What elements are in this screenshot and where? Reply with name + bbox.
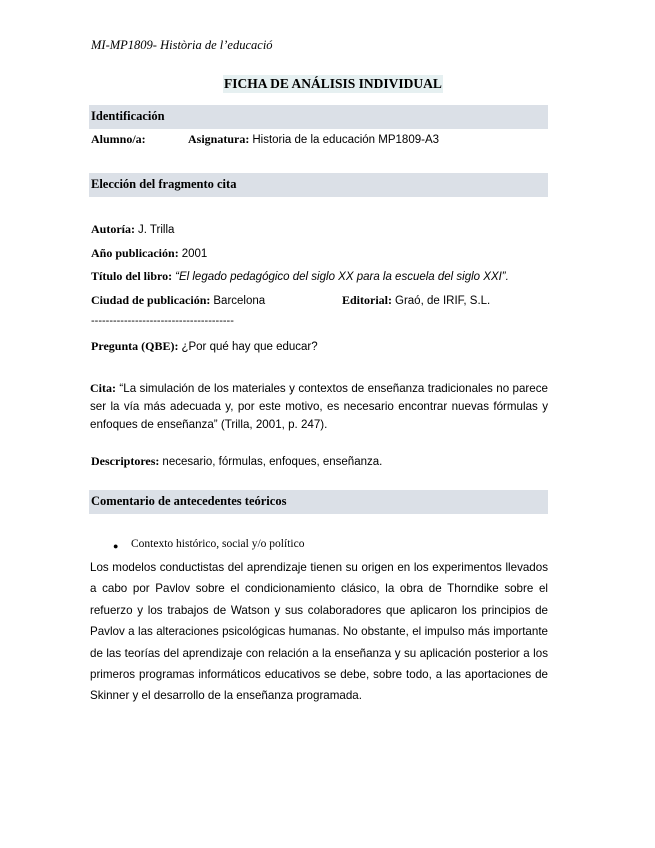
asignatura-row [188, 132, 439, 147]
ciudad-value: Barcelona [213, 295, 266, 307]
anio-label: Año publicación: [91, 246, 179, 260]
titulo-row [91, 269, 509, 284]
editorial-label: Editorial: [342, 293, 392, 307]
titulo-label: Título del libro: [91, 269, 173, 283]
page-title: FICHA DE ANÁLISIS INDIVIDUAL [224, 76, 442, 91]
autoria-value: J. Trilla [138, 224, 175, 236]
pregunta-label: Pregunta (QBE): [91, 339, 179, 353]
eleccion-heading: Elección del fragmento cita [91, 177, 237, 191]
editorial-value: Graó, de IRIF, S.L. [395, 295, 491, 307]
anio-value: 2001 [181, 248, 208, 260]
pregunta-row [91, 339, 318, 354]
pregunta-value: ¿Por qué hay que educar? [181, 341, 318, 353]
titulo-value: “El legado pedagógico del siglo XX para la escuela del siglo XXI”. [175, 271, 509, 283]
comentario-body: Los modelos conductistas del aprendizaje tienen su origen en los experimentos llevados a cabo por Pavlov sobre el condicionamiento clásico, la obra de Thorndike sobre el refuerzo y los trabajos de Watson y sus colaboradores que aplicaron los principios de Pavlov a las alteraciones psicológicas humanas. No obstante, el impulso más importante de las teorías del aprendizaje con relación a la enseñanza y su aplicación posterior a los primeros programas informáticos educativos se debe, sobre todo, a las aportaciones de Skinner y el desarrollo de la enseñanza programada. [90, 561, 548, 703]
ciudad-row [91, 293, 265, 308]
separator-line: --------------------------------------- [91, 315, 234, 327]
anio-row [91, 246, 207, 261]
autoria-label: Autoría: [91, 222, 135, 236]
asignatura-value: Historia de la educación MP1809-A3 [252, 134, 440, 146]
alumno-label: Alumno/a: [91, 132, 146, 146]
document-header: MI-MP1809- Història de l’educació [91, 38, 273, 52]
ciudad-label: Ciudad de publicación: [91, 293, 211, 307]
bullet-icon: ● [113, 541, 119, 551]
descriptores-value: necesario, fórmulas, enfoques, enseñanza. [162, 456, 383, 468]
editorial-row [342, 293, 490, 308]
descriptores-label: Descriptores: [91, 454, 160, 468]
comentario-heading: Comentario de antecedentes teóricos [91, 494, 287, 508]
alumno-row [91, 132, 146, 147]
cita-paragraph [90, 379, 548, 434]
bullet-label: Contexto histórico, social y/o político [131, 538, 305, 550]
asignatura-label: Asignatura: [188, 132, 250, 146]
identificacion-heading: Identificación [91, 109, 165, 123]
cita-value: “La simulación de los materiales y contextos de enseñanza tradicionales no parece ser la vía más adecuada y, por este motivo, es necesario encontrar nuevas fórmulas y enfoques de enseñanza” (Trilla, 2001, p. 247). [90, 382, 548, 431]
autoria-row [91, 222, 174, 237]
cita-label: Cita: [90, 381, 116, 395]
descriptores-row [91, 454, 382, 469]
